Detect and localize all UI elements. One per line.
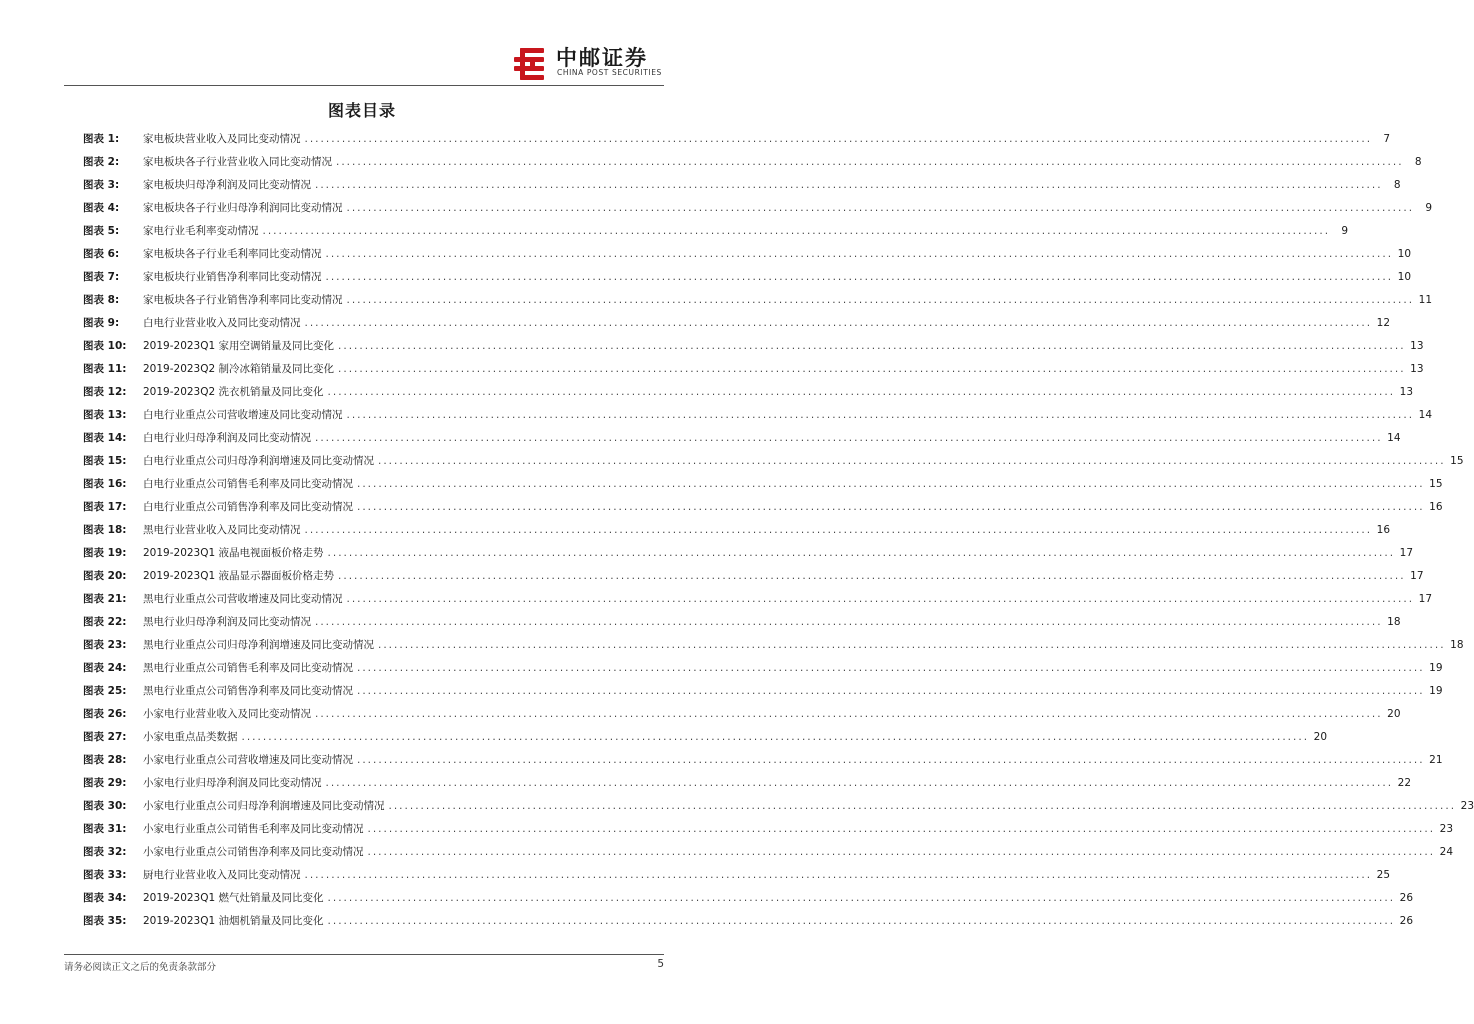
toc-entry-label: 图表 21: [83, 593, 127, 605]
toc-entry-label: 图表 4: [83, 202, 120, 214]
toc-entry-page: 20 [1387, 707, 1401, 720]
toc-entry-label: 图表 28: [83, 754, 127, 766]
toc-leader-dots: ........................................................................................................................................................................................................ [357, 753, 1425, 766]
toc-title: 图表目录 [327, 101, 396, 120]
toc-leader-dots: ........................................................................................................................................................................................................ [357, 661, 1425, 674]
toc-entry-title: 2019-2023Q1 液晶电视面板价格走势 [143, 547, 324, 559]
page-number: 5 [657, 958, 664, 970]
footer-disclaimer: 请务必阅读正文之后的免责条款部分 [64, 962, 217, 973]
toc-entry-title: 家电板块各子行业销售净利率同比变动情况 [143, 294, 343, 306]
toc-entry-label: 图表 33: [83, 869, 127, 881]
toc-entry-label: 图表 23: [83, 639, 127, 651]
toc-entry[interactable] [83, 403, 1433, 426]
toc-entry-page: 10 [1397, 270, 1412, 283]
china-post-logo-icon [510, 44, 550, 84]
toc-leader-dots: ........................................................................................................................................................................................................ [338, 569, 1406, 582]
toc-entry-page: 13 [1410, 362, 1424, 375]
toc-entry[interactable] [83, 288, 1433, 311]
toc-entry-page: 23 [1439, 822, 1454, 835]
toc-entry[interactable] [83, 633, 1464, 656]
toc-entry-page: 25 [1376, 868, 1391, 881]
toc-entry-label: 图表 3: [83, 179, 120, 191]
toc-entry-title: 2019-2023Q1 燃气灶销量及同比变化 [143, 892, 324, 904]
toc-entry-page: 13 [1399, 385, 1414, 398]
toc-entry-label: 图表 26: [83, 708, 127, 720]
toc-entry-page: 17 [1399, 546, 1414, 559]
toc-entry-label: 图表 15: [83, 455, 127, 467]
toc-entry-title: 黑电行业重点公司销售毛利率及同比变动情况 [143, 662, 353, 674]
toc-entry[interactable] [83, 426, 1401, 449]
toc-entry-page: 17 [1418, 592, 1433, 605]
brand-name-en: CHINA POST SECURITIES [557, 68, 662, 77]
page-header [0, 0, 724, 90]
toc-entry-title: 黑电行业归母净利润及同比变动情况 [143, 616, 311, 628]
toc-entry[interactable] [83, 173, 1401, 196]
toc-entry-label: 图表 22: [83, 616, 127, 628]
toc-entry-title: 小家电行业重点公司归母净利润增速及同比变动情况 [143, 800, 385, 812]
toc-entry[interactable] [83, 495, 1443, 518]
toc-entry-page: 23 [1460, 799, 1474, 812]
toc-entry-title: 白电行业重点公司营收增速及同比变动情况 [143, 409, 343, 421]
toc-entry-label: 图表 1: [83, 133, 120, 145]
toc-entry-label: 图表 8: [83, 294, 120, 306]
toc-entry[interactable] [83, 242, 1412, 265]
toc-leader-dots: ........................................................................................................................................................................................................ [346, 592, 1415, 605]
toc-entry-title: 白电行业营业收入及同比变动情况 [143, 317, 301, 329]
toc-entry-label: 图表 6: [83, 248, 120, 260]
toc-entry[interactable] [83, 886, 1414, 909]
toc-entry-page: 18 [1387, 615, 1401, 628]
toc-leader-dots: ........................................................................................................................................................................................................ [338, 362, 1406, 375]
toc-entry-page: 21 [1429, 753, 1443, 766]
toc-entry-title: 黑电行业重点公司营收增速及同比变动情况 [143, 593, 343, 605]
toc-entry-label: 图表 5: [83, 225, 120, 237]
toc-entry-page: 26 [1399, 914, 1414, 927]
toc-entry-title: 黑电行业营业收入及同比变动情况 [143, 524, 301, 536]
toc-entry-label: 图表 32: [83, 846, 127, 858]
toc-entry-title: 白电行业重点公司归母净利润增速及同比变动情况 [143, 455, 374, 467]
brand-name-cn: 中邮证券 [556, 46, 648, 70]
toc-entry-title: 小家电行业营业收入及同比变动情况 [143, 708, 311, 720]
toc-entry-page: 16 [1376, 523, 1391, 536]
toc-entry-title: 2019-2023Q1 液晶显示器面板价格走势 [143, 570, 335, 582]
toc-entry-title: 小家电行业重点公司销售净利率及同比变动情况 [143, 846, 364, 858]
toc-entry-label: 图表 14: [83, 432, 127, 444]
footer-divider [64, 954, 664, 955]
toc-entry-page: 8 [1393, 178, 1401, 191]
toc-entry-title: 小家电行业重点公司销售毛利率及同比变动情况 [143, 823, 364, 835]
toc-entry-title: 家电板块各子行业毛利率同比变动情况 [143, 248, 322, 260]
toc-leader-dots: ........................................................................................................................................................................................................ [327, 385, 1396, 398]
toc-entry[interactable] [83, 472, 1443, 495]
toc-leader-dots: ........................................................................................................................................................................................................ [346, 408, 1415, 421]
toc-entry-page: 22 [1397, 776, 1412, 789]
toc-entry-page: 15 [1429, 477, 1443, 490]
header-divider [64, 85, 664, 86]
toc-leader-dots: ........................................................................................................................................................................................................ [367, 822, 1436, 835]
toc-leader-dots: ........................................................................................................................................................................................................ [315, 178, 1383, 191]
toc-entry-page: 14 [1418, 408, 1433, 421]
toc-leader-dots: ........................................................................................................................................................................................................ [357, 500, 1425, 513]
toc-entry-page: 15 [1450, 454, 1464, 467]
toc-leader-dots: ........................................................................................................................................................................................................ [327, 914, 1396, 927]
toc-entry-page: 7 [1383, 132, 1391, 145]
toc-leader-dots: ........................................................................................................................................................................................................ [327, 546, 1396, 559]
toc-entry[interactable] [83, 610, 1401, 633]
toc-leader-dots: ........................................................................................................................................................................................................ [315, 707, 1383, 720]
toc-entry-title: 家电板块各子行业归母净利润同比变动情况 [143, 202, 343, 214]
toc-entry[interactable] [83, 449, 1464, 472]
toc-entry-title: 白电行业重点公司销售毛利率及同比变动情况 [143, 478, 353, 490]
toc-entry[interactable] [83, 794, 1474, 817]
toc-entry-title: 家电板块行业销售净利率同比变动情况 [143, 271, 322, 283]
toc-leader-dots: ........................................................................................................................................................................................................ [338, 339, 1406, 352]
toc-entry-label: 图表 10: [83, 340, 127, 352]
toc-leader-dots: ........................................................................................................................................................................................................ [378, 454, 1446, 467]
toc-entry-label: 图表 31: [83, 823, 127, 835]
toc-entry-label: 图表 27: [83, 731, 127, 743]
toc-entry[interactable] [83, 541, 1414, 564]
toc-leader-dots: ........................................................................................................................................................................................................ [241, 730, 1310, 743]
toc-leader-dots: ........................................................................................................................................................................................................ [304, 868, 1373, 881]
toc-entry-title: 家电行业毛利率变动情况 [143, 225, 259, 237]
toc-entry-label: 图表 2: [83, 156, 120, 168]
toc-leader-dots: ........................................................................................................................................................................................................ [325, 247, 1394, 260]
toc-entry-title: 2019-2023Q2 洗衣机销量及同比变化 [143, 386, 324, 398]
toc-entry-page: 9 [1425, 201, 1433, 214]
toc-entry-page: 11 [1418, 293, 1433, 306]
toc-entry[interactable] [83, 587, 1433, 610]
toc-entry[interactable] [83, 840, 1454, 863]
toc-leader-dots: ........................................................................................................................................................................................................ [262, 224, 1331, 237]
toc-entry-page: 10 [1397, 247, 1412, 260]
toc-leader-dots: ........................................................................................................................................................................................................ [388, 799, 1457, 812]
toc-leader-dots: ........................................................................................................................................................................................................ [315, 431, 1383, 444]
toc-leader-dots: ........................................................................................................................................................................................................ [378, 638, 1446, 651]
toc-entry-page: 12 [1376, 316, 1391, 329]
toc-entry-page: 19 [1429, 661, 1443, 674]
toc-entry-page: 18 [1450, 638, 1464, 651]
toc-leader-dots: ........................................................................................................................................................................................................ [325, 776, 1394, 789]
toc-entry-label: 图表 29: [83, 777, 127, 789]
toc-entry-page: 14 [1387, 431, 1401, 444]
toc-leader-dots: ........................................................................................................................................................................................................ [346, 293, 1415, 306]
toc-leader-dots: ........................................................................................................................................................................................................ [346, 201, 1415, 214]
toc-entry-page: 9 [1341, 224, 1349, 237]
toc-entry[interactable] [83, 725, 1328, 748]
toc-entry[interactable] [83, 679, 1443, 702]
toc-entry[interactable] [83, 196, 1433, 219]
toc-entry-label: 图表 19: [83, 547, 127, 559]
toc-entry-title: 厨电行业营业收入及同比变动情况 [143, 869, 301, 881]
toc-entry-title: 家电板块归母净利润及同比变动情况 [143, 179, 311, 191]
toc-entry-page: 24 [1439, 845, 1454, 858]
toc-leader-dots: ........................................................................................................................................................................................................ [367, 845, 1436, 858]
toc-entry[interactable] [83, 656, 1443, 679]
toc-entry-label: 图表 24: [83, 662, 127, 674]
toc-entry[interactable] [83, 127, 1391, 150]
toc-entry[interactable] [83, 380, 1414, 403]
toc-entry-page: 17 [1410, 569, 1424, 582]
toc-entry-label: 图表 25: [83, 685, 127, 697]
toc-entry[interactable] [83, 702, 1401, 725]
toc-entry-title: 小家电行业归母净利润及同比变动情况 [143, 777, 322, 789]
toc-entry-label: 图表 35: [83, 915, 127, 927]
toc-entry-page: 20 [1313, 730, 1328, 743]
toc-entry-page: 26 [1399, 891, 1414, 904]
toc-entry-label: 图表 7: [83, 271, 120, 283]
toc-entry-title: 黑电行业重点公司销售净利率及同比变动情况 [143, 685, 353, 697]
toc-entry-label: 图表 16: [83, 478, 127, 490]
toc-entry-title: 2019-2023Q2 制冷冰箱销量及同比变化 [143, 363, 335, 375]
toc-entry-page: 16 [1429, 500, 1443, 513]
toc-entry[interactable] [83, 817, 1454, 840]
toc-entry[interactable] [83, 265, 1412, 288]
toc-entry-label: 图表 12: [83, 386, 127, 398]
toc-leader-dots: ........................................................................................................................................................................................................ [357, 477, 1425, 490]
toc-entry[interactable] [83, 311, 1391, 334]
toc-entry[interactable] [83, 909, 1414, 932]
toc-leader-dots: ........................................................................................................................................................................................................ [315, 615, 1383, 628]
toc-entry[interactable] [83, 771, 1412, 794]
toc-entry-label: 图表 18: [83, 524, 127, 536]
toc-entry-title: 黑电行业重点公司归母净利润增速及同比变动情况 [143, 639, 374, 651]
toc-leader-dots: ........................................................................................................................................................................................................ [304, 523, 1373, 536]
toc-entry-title: 小家电重点品类数据 [143, 731, 238, 743]
toc-entry-page: 19 [1429, 684, 1443, 697]
toc-entry-title: 小家电行业重点公司营收增速及同比变动情况 [143, 754, 353, 766]
toc-entry[interactable] [83, 518, 1391, 541]
toc-list [83, 127, 1474, 932]
toc-entry-label: 图表 34: [83, 892, 127, 904]
toc-entry-label: 图表 20: [83, 570, 127, 582]
brand-logo [510, 44, 670, 84]
toc-leader-dots: ........................................................................................................................................................................................................ [327, 891, 1396, 904]
toc-entry[interactable] [83, 863, 1391, 886]
toc-leader-dots: ........................................................................................................................................................................................................ [304, 316, 1373, 329]
toc-leader-dots: ........................................................................................................................................................................................................ [304, 132, 1373, 145]
toc-leader-dots: ........................................................................................................................................................................................................ [357, 684, 1425, 697]
toc-entry-title: 白电行业归母净利润及同比变动情况 [143, 432, 311, 444]
toc-entry-label: 图表 30: [83, 800, 127, 812]
toc-entry-title: 白电行业重点公司销售净利率及同比变动情况 [143, 501, 353, 513]
toc-entry-title: 2019-2023Q1 油烟机销量及同比变化 [143, 915, 324, 927]
toc-entry[interactable] [83, 357, 1424, 380]
toc-entry-title: 家电板块各子行业营业收入同比变动情况 [143, 156, 332, 168]
toc-entry[interactable] [83, 334, 1424, 357]
toc-leader-dots: ........................................................................................................................................................................................................ [325, 270, 1394, 283]
toc-entry[interactable] [83, 150, 1422, 173]
toc-entry-page: 8 [1414, 155, 1422, 168]
toc-entry-label: 图表 9: [83, 317, 120, 329]
toc-entry[interactable] [83, 748, 1443, 771]
toc-entry-title: 家电板块营业收入及同比变动情况 [143, 133, 301, 145]
toc-entry-label: 图表 13: [83, 409, 127, 421]
toc-entry[interactable] [83, 219, 1349, 242]
toc-entry-title: 2019-2023Q1 家用空调销量及同比变化 [143, 340, 335, 352]
toc-entry-label: 图表 11: [83, 363, 127, 375]
toc-entry-label: 图表 17: [83, 501, 127, 513]
toc-leader-dots: ........................................................................................................................................................................................................ [336, 155, 1404, 168]
toc-entry-page: 13 [1410, 339, 1424, 352]
toc-entry[interactable] [83, 564, 1424, 587]
